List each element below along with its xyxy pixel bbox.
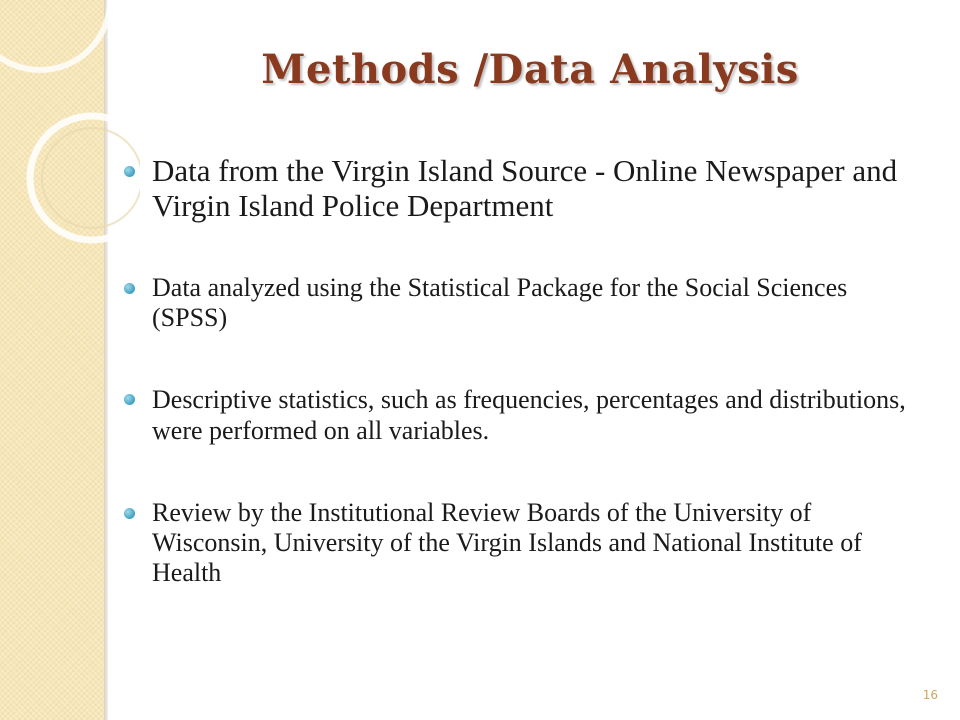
decorative-side-strip bbox=[0, 0, 104, 720]
page-number: 16 bbox=[922, 688, 938, 702]
bullet-icon bbox=[124, 166, 135, 177]
bullet-item bbox=[122, 384, 922, 446]
bullet-icon bbox=[124, 508, 135, 519]
bullet-icon bbox=[124, 283, 135, 294]
bullet-icon bbox=[124, 394, 135, 405]
bullet-item bbox=[122, 273, 922, 333]
bullet-list bbox=[122, 153, 922, 588]
bullet-text: Data from the Virgin Island Source - Online Newspaper and Virgin Island Police Department bbox=[152, 153, 898, 223]
side-strip-edge bbox=[104, 0, 108, 720]
bullet-text: Descriptive statistics, such as frequencies, percentages and distributions, were performed on all variables. bbox=[152, 385, 906, 445]
bullet-text: Review by the Institutional Review Boards of the University of Wisconsin, University of the Virgin Islands and National Institute of Health bbox=[152, 498, 862, 587]
bullet-text: Data analyzed using the Statistical Package for the Social Sciences (SPSS) bbox=[152, 273, 848, 332]
slide-title: Methods /Data Analysis bbox=[261, 46, 799, 93]
bullet-item bbox=[122, 498, 922, 588]
bullet-item bbox=[122, 153, 922, 223]
